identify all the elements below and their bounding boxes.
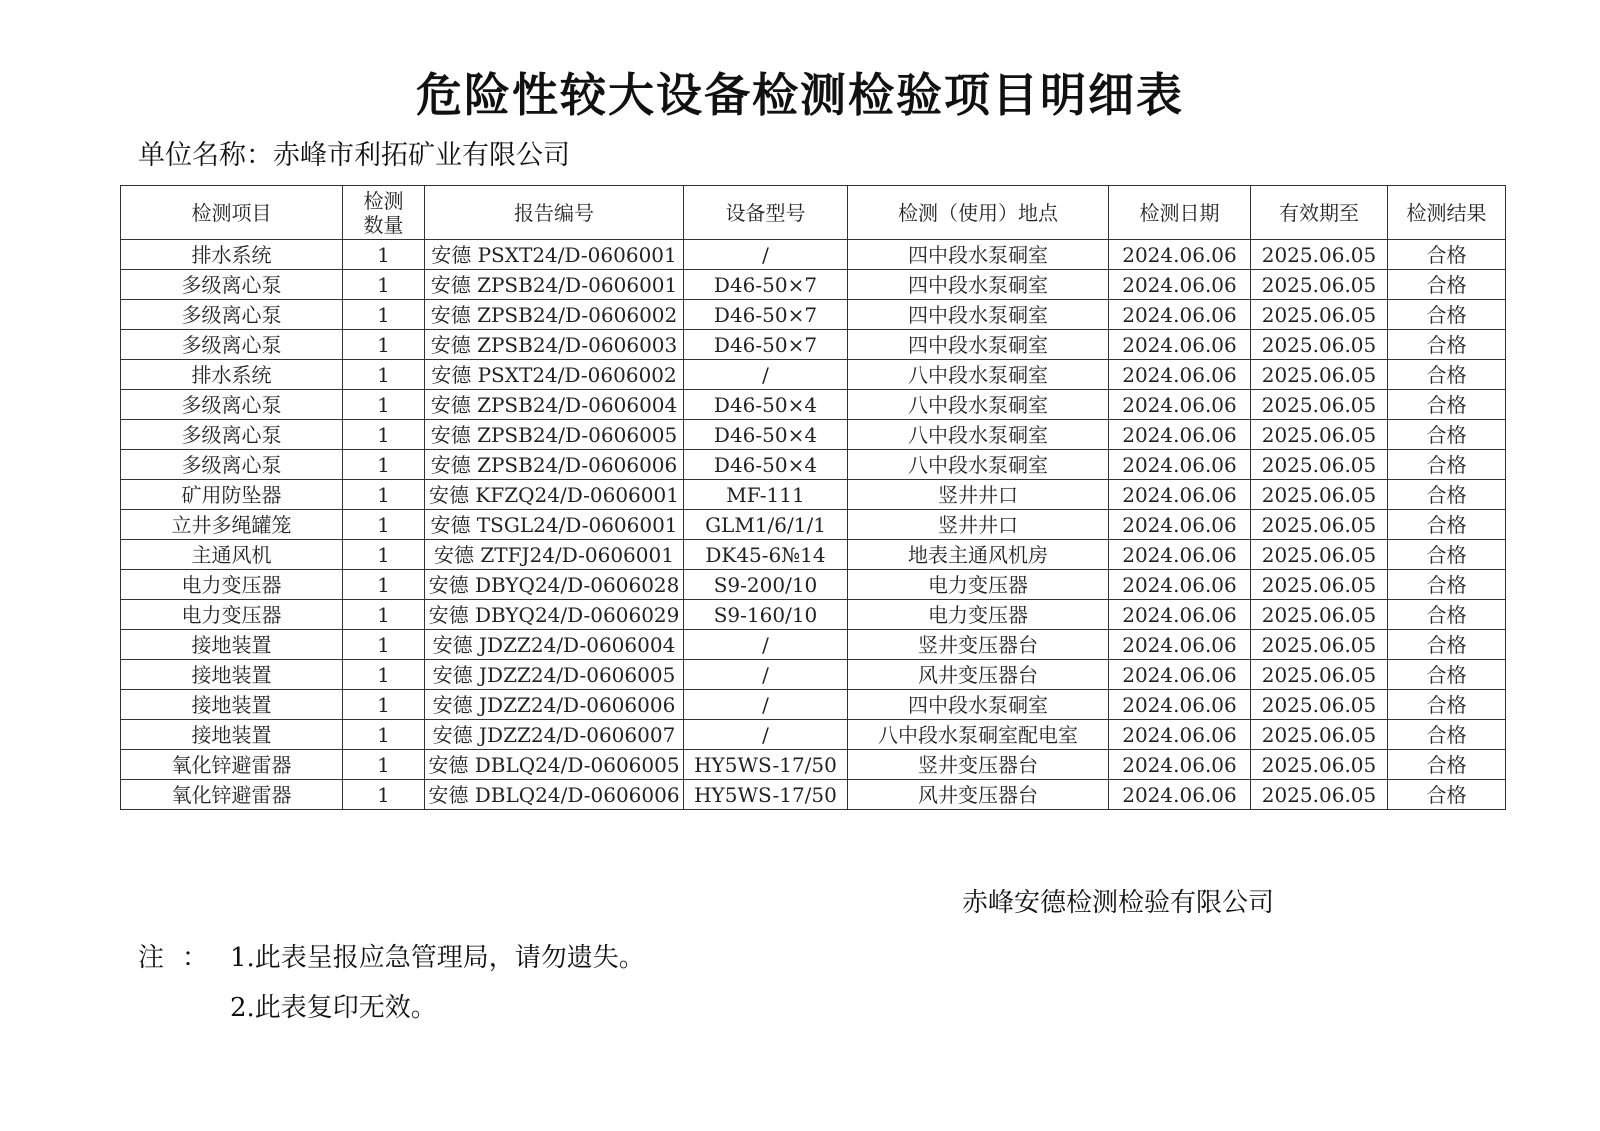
cell-location: 八中段水泵硐室 xyxy=(848,390,1109,420)
header-label: 检测项目 xyxy=(191,200,272,225)
col-equipment-model-header xyxy=(684,186,848,240)
cell-valid-until: 2025.06.05 xyxy=(1251,540,1388,570)
cell-quantity: 1 xyxy=(343,450,425,480)
cell-inspection-date: 2024.06.06 xyxy=(1109,330,1251,360)
cell-inspection-date: 2024.06.06 xyxy=(1109,660,1251,690)
table-body xyxy=(121,240,1506,810)
col-quantity-header xyxy=(343,186,425,240)
cell-quantity: 1 xyxy=(343,240,425,270)
cell-result: 合格 xyxy=(1388,300,1506,330)
cell-location: 四中段水泵硐室 xyxy=(848,330,1109,360)
cell-quantity: 1 xyxy=(343,780,425,810)
cell-location: 竖井井口 xyxy=(848,480,1109,510)
cell-equipment-model: S9-200/10 xyxy=(684,570,848,600)
cell-result: 合格 xyxy=(1388,330,1506,360)
cell-report-number: 安德 JDZZ24/D-0606004 xyxy=(425,630,684,660)
cell-inspection-item: 排水系统 xyxy=(121,240,343,270)
cell-inspection-item: 氧化锌避雷器 xyxy=(121,750,343,780)
cell-report-number: 安德 JDZZ24/D-0606007 xyxy=(425,720,684,750)
cell-report-number: 安德 DBLQ24/D-0606006 xyxy=(425,780,684,810)
cell-result: 合格 xyxy=(1388,450,1506,480)
cell-inspection-date: 2024.06.06 xyxy=(1109,480,1251,510)
cell-location: 四中段水泵硐室 xyxy=(848,300,1109,330)
cell-result: 合格 xyxy=(1388,390,1506,420)
cell-report-number: 安德 ZPSB24/D-0606003 xyxy=(425,330,684,360)
unit-name-line: 单位名称：赤峰市利拓矿业有限公司 xyxy=(138,140,570,171)
cell-equipment-model: D46-50×7 xyxy=(684,270,848,300)
cell-equipment-model: D46-50×4 xyxy=(684,420,848,450)
cell-equipment-model: D46-50×4 xyxy=(684,450,848,480)
cell-inspection-item: 接地装置 xyxy=(121,720,343,750)
col-inspection-date-header xyxy=(1109,186,1251,240)
cell-equipment-model: D46-50×7 xyxy=(684,300,848,330)
cell-report-number: 安德 DBLQ24/D-0606005 xyxy=(425,750,684,780)
cell-equipment-model: DK45-6№14 xyxy=(684,540,848,570)
cell-valid-until: 2025.06.05 xyxy=(1251,330,1388,360)
cell-quantity: 1 xyxy=(343,750,425,780)
cell-quantity: 1 xyxy=(343,300,425,330)
table-row xyxy=(121,750,1506,780)
table-row xyxy=(121,450,1506,480)
cell-location: 八中段水泵硐室 xyxy=(848,450,1109,480)
cell-quantity: 1 xyxy=(343,420,425,450)
cell-valid-until: 2025.06.05 xyxy=(1251,420,1388,450)
cell-report-number: 安德 ZPSB24/D-0606002 xyxy=(425,300,684,330)
cell-inspection-date: 2024.06.06 xyxy=(1109,600,1251,630)
cell-equipment-model: HY5WS-17/50 xyxy=(684,780,848,810)
table-row xyxy=(121,600,1506,630)
cell-inspection-date: 2024.06.06 xyxy=(1109,270,1251,300)
cell-report-number: 安德 TSGL24/D-0606001 xyxy=(425,510,684,540)
cell-equipment-model: D46-50×4 xyxy=(684,390,848,420)
cell-location: 竖井变压器台 xyxy=(848,630,1109,660)
table-row xyxy=(121,330,1506,360)
cell-location: 电力变压器 xyxy=(848,570,1109,600)
cell-inspection-item: 多级离心泵 xyxy=(121,330,343,360)
cell-valid-until: 2025.06.05 xyxy=(1251,300,1388,330)
cell-quantity: 1 xyxy=(343,480,425,510)
table-header-row xyxy=(121,186,1506,240)
cell-inspection-item: 多级离心泵 xyxy=(121,420,343,450)
cell-inspection-item: 立井多绳罐笼 xyxy=(121,510,343,540)
cell-quantity: 1 xyxy=(343,600,425,630)
cell-quantity: 1 xyxy=(343,510,425,540)
cell-result: 合格 xyxy=(1388,720,1506,750)
cell-location: 风井变压器台 xyxy=(848,780,1109,810)
cell-equipment-model: HY5WS-17/50 xyxy=(684,750,848,780)
cell-quantity: 1 xyxy=(343,360,425,390)
cell-location: 风井变压器台 xyxy=(848,660,1109,690)
document-title: 危险性较大设备检测检验项目明细表 xyxy=(416,68,1184,122)
cell-inspection-date: 2024.06.06 xyxy=(1109,300,1251,330)
cell-report-number: 安德 DBYQ24/D-0606028 xyxy=(425,570,684,600)
cell-valid-until: 2025.06.05 xyxy=(1251,750,1388,780)
note-item-1: 1.此表呈报应急管理局，请勿遗失。 xyxy=(230,943,645,973)
cell-equipment-model: / xyxy=(684,360,848,390)
cell-inspection-item: 接地装置 xyxy=(121,630,343,660)
cell-location: 八中段水泵硐室配电室 xyxy=(848,720,1109,750)
cell-equipment-model: D46-50×7 xyxy=(684,330,848,360)
cell-location: 竖井变压器台 xyxy=(848,750,1109,780)
inspection-table xyxy=(120,185,1506,810)
cell-inspection-item: 电力变压器 xyxy=(121,600,343,630)
cell-equipment-model: / xyxy=(684,720,848,750)
notes-label: 注 xyxy=(138,943,165,973)
header-label: 检测日期 xyxy=(1139,200,1220,225)
cell-location: 八中段水泵硐室 xyxy=(848,420,1109,450)
cell-equipment-model: / xyxy=(684,660,848,690)
cell-inspection-date: 2024.06.06 xyxy=(1109,720,1251,750)
table-row xyxy=(121,780,1506,810)
table-row xyxy=(121,690,1506,720)
table-row xyxy=(121,390,1506,420)
cell-inspection-date: 2024.06.06 xyxy=(1109,690,1251,720)
header-label: 检测 xyxy=(363,188,404,213)
cell-report-number: 安德 DBYQ24/D-0606029 xyxy=(425,600,684,630)
issuer-company: 赤峰安德检测检验有限公司 xyxy=(962,888,1275,918)
cell-result: 合格 xyxy=(1388,360,1506,390)
table-row xyxy=(121,540,1506,570)
cell-valid-until: 2025.06.05 xyxy=(1251,360,1388,390)
cell-inspection-item: 矿用防坠器 xyxy=(121,480,343,510)
cell-valid-until: 2025.06.05 xyxy=(1251,450,1388,480)
cell-report-number: 安德 ZTFJ24/D-0606001 xyxy=(425,540,684,570)
header-label: 报告编号 xyxy=(514,200,594,225)
cell-equipment-model: MF-111 xyxy=(684,480,848,510)
cell-result: 合格 xyxy=(1388,600,1506,630)
cell-valid-until: 2025.06.05 xyxy=(1251,390,1388,420)
cell-inspection-item: 排水系统 xyxy=(121,360,343,390)
header-label: 检测结果 xyxy=(1406,200,1487,225)
cell-result: 合格 xyxy=(1388,510,1506,540)
header-label: 检测（使用）地点 xyxy=(898,200,1058,225)
cell-report-number: 安德 PSXT24/D-0606001 xyxy=(425,240,684,270)
cell-valid-until: 2025.06.05 xyxy=(1251,570,1388,600)
cell-inspection-date: 2024.06.06 xyxy=(1109,450,1251,480)
cell-valid-until: 2025.06.05 xyxy=(1251,240,1388,270)
cell-result: 合格 xyxy=(1388,570,1506,600)
header-label: 有效期至 xyxy=(1279,200,1359,225)
cell-result: 合格 xyxy=(1388,480,1506,510)
cell-inspection-date: 2024.06.06 xyxy=(1109,570,1251,600)
cell-equipment-model: S9-160/10 xyxy=(684,600,848,630)
table-row xyxy=(121,270,1506,300)
cell-inspection-item: 电力变压器 xyxy=(121,570,343,600)
cell-equipment-model: GLM1/6/1/1 xyxy=(684,510,848,540)
cell-quantity: 1 xyxy=(343,630,425,660)
cell-inspection-item: 氧化锌避雷器 xyxy=(121,780,343,810)
cell-quantity: 1 xyxy=(343,570,425,600)
cell-quantity: 1 xyxy=(343,270,425,300)
cell-inspection-date: 2024.06.06 xyxy=(1109,390,1251,420)
col-report-number-header xyxy=(425,186,684,240)
cell-inspection-item: 多级离心泵 xyxy=(121,270,343,300)
col-location-header xyxy=(848,186,1109,240)
cell-report-number: 安德 KFZQ24/D-0606001 xyxy=(425,480,684,510)
col-result-header xyxy=(1388,186,1506,240)
table-row xyxy=(121,420,1506,450)
cell-result: 合格 xyxy=(1388,540,1506,570)
cell-location: 四中段水泵硐室 xyxy=(848,240,1109,270)
cell-result: 合格 xyxy=(1388,750,1506,780)
cell-result: 合格 xyxy=(1388,780,1506,810)
cell-equipment-model: / xyxy=(684,630,848,660)
table-row xyxy=(121,570,1506,600)
cell-location: 竖井井口 xyxy=(848,510,1109,540)
cell-valid-until: 2025.06.05 xyxy=(1251,600,1388,630)
notes-colon: ： xyxy=(182,943,209,973)
cell-quantity: 1 xyxy=(343,330,425,360)
cell-inspection-item: 接地装置 xyxy=(121,660,343,690)
cell-valid-until: 2025.06.05 xyxy=(1251,780,1388,810)
table-row xyxy=(121,630,1506,660)
cell-valid-until: 2025.06.05 xyxy=(1251,510,1388,540)
cell-location: 四中段水泵硐室 xyxy=(848,270,1109,300)
cell-location: 八中段水泵硐室 xyxy=(848,360,1109,390)
cell-inspection-item: 多级离心泵 xyxy=(121,390,343,420)
table-row xyxy=(121,480,1506,510)
cell-equipment-model: / xyxy=(684,240,848,270)
cell-inspection-date: 2024.06.06 xyxy=(1109,540,1251,570)
cell-result: 合格 xyxy=(1388,660,1506,690)
cell-result: 合格 xyxy=(1388,690,1506,720)
cell-inspection-date: 2024.06.06 xyxy=(1109,750,1251,780)
col-valid-until-header xyxy=(1251,186,1388,240)
cell-report-number: 安德 JDZZ24/D-0606005 xyxy=(425,660,684,690)
table-row xyxy=(121,720,1506,750)
cell-inspection-date: 2024.06.06 xyxy=(1109,360,1251,390)
cell-report-number: 安德 PSXT24/D-0606002 xyxy=(425,360,684,390)
header-label: 设备型号 xyxy=(725,200,806,225)
cell-result: 合格 xyxy=(1388,270,1506,300)
table-row xyxy=(121,660,1506,690)
cell-report-number: 安德 ZPSB24/D-0606004 xyxy=(425,390,684,420)
cell-valid-until: 2025.06.05 xyxy=(1251,480,1388,510)
cell-report-number: 安德 JDZZ24/D-0606006 xyxy=(425,690,684,720)
cell-report-number: 安德 ZPSB24/D-0606006 xyxy=(425,450,684,480)
table-row xyxy=(121,240,1506,270)
cell-quantity: 1 xyxy=(343,720,425,750)
cell-result: 合格 xyxy=(1388,240,1506,270)
cell-valid-until: 2025.06.05 xyxy=(1251,720,1388,750)
cell-location: 地表主通风机房 xyxy=(848,540,1109,570)
table-row xyxy=(121,360,1506,390)
cell-quantity: 1 xyxy=(343,540,425,570)
cell-location: 四中段水泵硐室 xyxy=(848,690,1109,720)
cell-quantity: 1 xyxy=(343,390,425,420)
cell-valid-until: 2025.06.05 xyxy=(1251,660,1388,690)
cell-report-number: 安德 ZPSB24/D-0606001 xyxy=(425,270,684,300)
cell-inspection-date: 2024.06.06 xyxy=(1109,240,1251,270)
cell-report-number: 安德 ZPSB24/D-0606005 xyxy=(425,420,684,450)
header-label-line2: 数量 xyxy=(363,212,404,237)
cell-quantity: 1 xyxy=(343,690,425,720)
cell-inspection-date: 2024.06.06 xyxy=(1109,420,1251,450)
cell-valid-until: 2025.06.05 xyxy=(1251,690,1388,720)
cell-equipment-model: / xyxy=(684,690,848,720)
cell-inspection-item: 多级离心泵 xyxy=(121,300,343,330)
cell-inspection-item: 接地装置 xyxy=(121,690,343,720)
cell-inspection-item: 多级离心泵 xyxy=(121,450,343,480)
cell-location: 电力变压器 xyxy=(848,600,1109,630)
cell-inspection-date: 2024.06.06 xyxy=(1109,780,1251,810)
cell-valid-until: 2025.06.05 xyxy=(1251,270,1388,300)
table-row xyxy=(121,510,1506,540)
cell-quantity: 1 xyxy=(343,660,425,690)
cell-result: 合格 xyxy=(1388,420,1506,450)
note-item-2: 2.此表复印无效。 xyxy=(230,993,437,1023)
cell-inspection-date: 2024.06.06 xyxy=(1109,630,1251,660)
col-inspection-item-header xyxy=(121,186,343,240)
cell-inspection-date: 2024.06.06 xyxy=(1109,510,1251,540)
table-row xyxy=(121,300,1506,330)
cell-result: 合格 xyxy=(1388,630,1506,660)
cell-valid-until: 2025.06.05 xyxy=(1251,630,1388,660)
cell-inspection-item: 主通风机 xyxy=(121,540,343,570)
